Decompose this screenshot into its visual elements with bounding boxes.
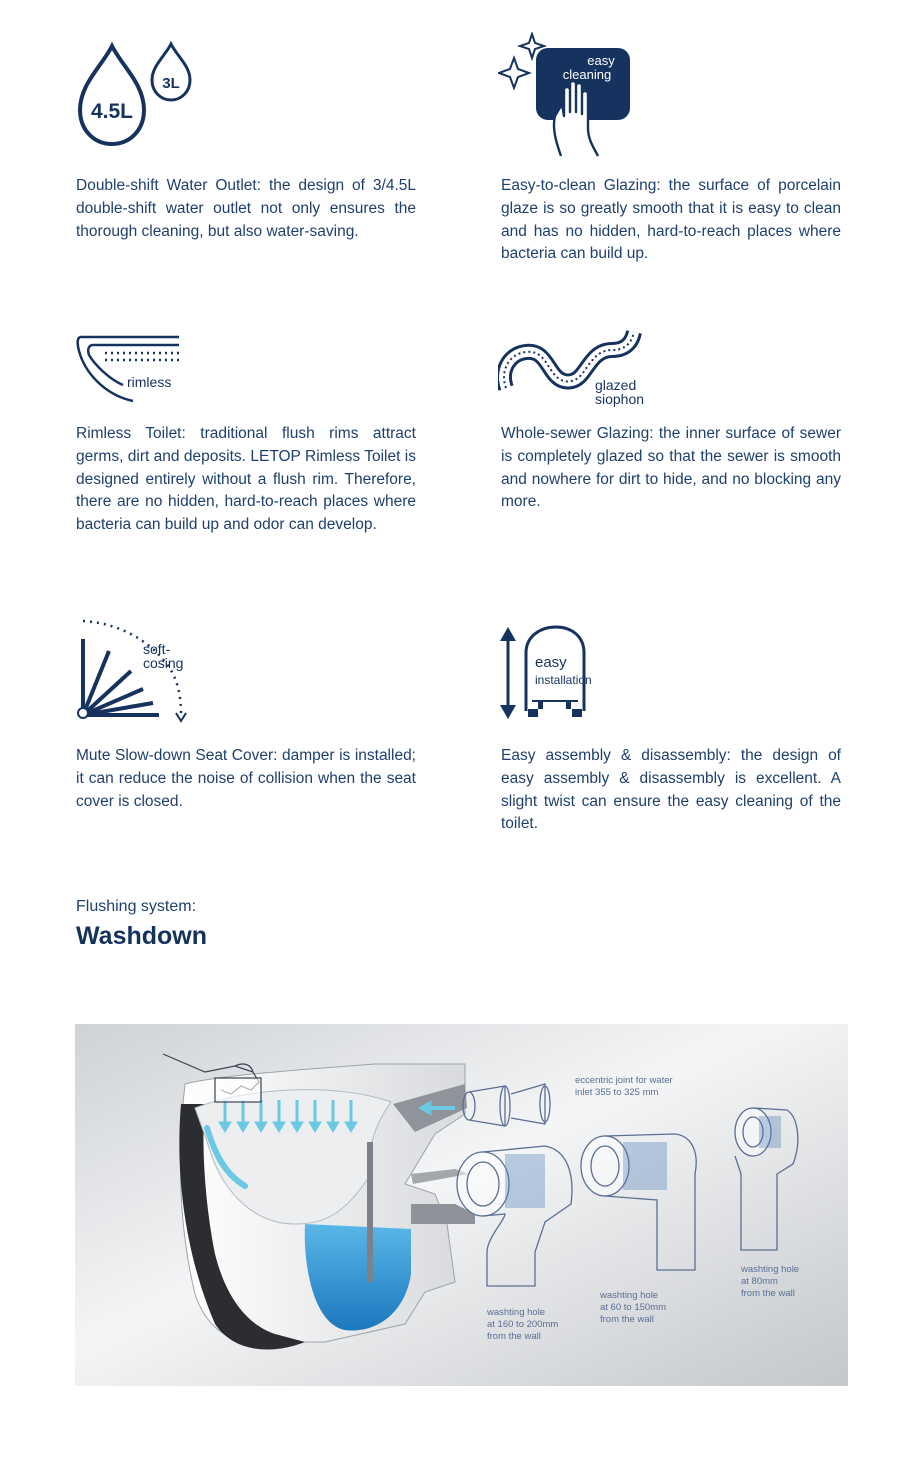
rimless-label: rimless [127,374,172,390]
easy-cleaning-line2: cleaning [562,67,612,82]
rimless-rim-icon [75,333,185,405]
glazed-siphon-line2: siophon [595,391,645,407]
drop-big-label: 4.5L [90,100,134,123]
soft-close-description: Mute Slow-down Seat Cover: damper is installed; it can reduce the noise of collision when the seat cover is closed. [76,747,416,810]
easy-installation-icon [498,623,608,723]
easy-installation-line2: installation [535,673,592,687]
glazed-siphon-icon [498,328,658,410]
note-inlet-line2: inlet 355 to 325 mm [575,1087,659,1098]
sewer-description: Whole-sewer Glazing: the inner surface of sewer is completely glazed so that the sewer is smooth and nowhere for dirt to hide, and no blocking any more. [501,425,841,511]
note-inlet-line1: eccentric joint for water [575,1075,673,1086]
easy-cleaning-hand-icon [498,32,638,160]
note-pipe3-line3: from the wall [741,1288,795,1299]
note-pipe3-line2: at 80mm [741,1276,778,1287]
note-pipe3-line1: washting hole [741,1264,800,1275]
washdown-diagram [75,1024,848,1386]
soft-closing-seat-icon [73,617,203,725]
easy-installation-line1: easy [535,654,567,671]
glazed-siphon-line1: glazed [595,377,637,393]
rimless-description: Rimless Toilet: traditional flush rims attract germs, dirt and deposits. LETOP Rimless Toilet is designed entirely without a flush rim. Therefore, there are no hidden, hard-to-reach places where bacteria can build up and odor can develop. [76,425,416,534]
water-drops-icon [76,40,196,150]
easy-cleaning-line1: easy [587,53,615,68]
flushing-system-title: Washdown [76,922,208,950]
easy-clean-description: Easy-to-clean Glazing: the surface of porcelain glaze is so greatly smooth that it is easy to clean and has no hidden, hard-to-reach places where bacteria can build up. [501,177,841,263]
dual-flush-description: Double-shift Water Outlet: the design of 3/4.5L double-shift water outlet not only ensures the thorough cleaning, but also water-saving. [76,177,416,240]
drop-small-label: 3L [162,75,180,92]
flushing-system-label: Flushing system: [76,898,197,915]
note-pipe1-line1: washting hole [487,1307,546,1318]
note-pipe2-line3: from the wall [600,1314,654,1325]
note-pipe2-line2: at 60 to 150mm [600,1302,667,1313]
note-pipe2-line1: washting hole [600,1290,659,1301]
note-pipe1-line3: from the wall [487,1331,541,1342]
soft-closing-line1: soft- [143,641,171,657]
soft-closing-line2: cosing [143,655,184,671]
installation-description: Easy assembly & disassembly: the design of easy assembly & disassembly is excellent. A slight twist can ensure the easy cleaning of the toilet. [501,747,841,833]
note-pipe1-line2: at 160 to 200mm [487,1319,559,1330]
